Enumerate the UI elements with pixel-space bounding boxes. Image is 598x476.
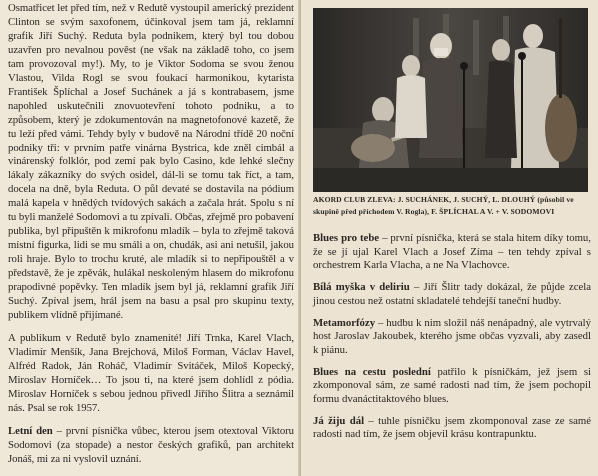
song-text: patřilo k písničkám, jež jsem si zkomponoval sám, ze samé radosti nad tím, že jsem pochopil formu dvanáctitaktového blues. [313,365,591,406]
caption-part-2: působil ve skupině před příchodem V. Rogla [313,195,574,216]
song-note [313,281,591,308]
intro-paragraph: Osmatřicet let před tím, než v Redutě vystoupil americký prezident Clinton se svým saxofonem, účinkoval jsem tam já, reklamní grafik Jiří Suchý. Reduta byla podnikem, který byl tou dobou uzavřen pro nevalnou pověst (ne však na základě toho, co jsem tam provozoval my!). My, to je Viktor Sodoma se svou ženou Vlastou, Vilda Rogl se svou foukací harmonikou, kytarista František Šplíchal a Josef Suchánek a já s kontrabasem, jsme napohled uskutečnili znovuotevření tohoto podniku, a to způsobem, který je zdokumentován na magnetofonové kazetě, že tu leží před vámi. Tehdy byly v budově na Národní třídě 20 noční podniky tři: v prvním patře vinárna Bystrica, kde zněl cimbál a vinárenský folklór, pod zemí pak bylo Casino, kde lehké slečny lákaly zákazníky do svých osidel, dál-li se tomu tak říct, a tam, docela na dně, byla Reduta. O půl devaté se dostavila na pódium malá kapela v hnědých tvídových sakách a začala hrát. Spolu s ní tu byli manželé Sodomovi a tu zpívali. Občas, zřejmě pro pobavení publika, byl připuštěn k mikrofonu mladík – byla to zřejmě taková místní figurka, lidi se mu smáli a on, chudák, asi ani netušil, jakou roli hraje. Bylo to trochu kruté, ale mladík si to nepřipouštěl a v představě, že je zpěvák, hulákal neskoleným hlasem do mikrofonu prapodivné popěvky. Ten mladík jsem byl já, reklamní grafik Jiří Suchý. Zpíval jsem, hrál jsem na basu a psal pro skupinu texty, publikem vlídně přijímané. [8,2,294,321]
song-text: – Jiří Šlitr tady dokázal, že půjde zcela jinou cestou než ostatní skladatelé tehdejší taneční hudby. [313,281,591,307]
right-page [301,0,598,476]
song-title: Blues na cestu poslední [313,365,431,378]
song-title: Blues pro tebe [313,232,380,244]
song-text: – hudbu k nim složil náš nenápadný, ale vytrvalý host Jaroslav Jakoubek, kterého jsme občas vyzvali, aby zasedl k piánu. [313,316,591,356]
caption-part-3: ), F. ŠPLÍCHAL A V. + V. SODOMOVI [424,207,555,216]
song-note [313,415,591,442]
song-note [313,232,591,273]
left-text-column [8,2,294,467]
song-text: – první písnička, která se stala hitem díky tomu, že se jí ujal Karel Vlach a Josef Zíma – ten tehdy zpíval s orchestrem Karla Vlacha, a ne Na Vlachovce. [313,232,591,272]
photo-caption [313,194,589,218]
song-note [313,317,591,358]
letni-den-paragraph [8,425,294,467]
song-title-letni-den: Letní den [8,424,53,437]
band-photo [313,8,588,192]
song-title: Bílá myška v deliriu [313,281,410,294]
letni-den-text: – první písnička vůbec, kterou jsem otextoval Viktoru Sodomovi (za stopade) a nestor českých grafiků, pan architekt Jonáš, mi za ni vyslovil uznání. [8,424,294,465]
song-title: Já žiju dál [313,414,365,427]
song-title: Metamorfózy [313,316,376,329]
caption-part-1: AKORD CLUB ZLEVA: J. SUCHÁNEK, J. SUCHÝ, L. DLOUHÝ ( [313,195,540,204]
song-note [313,366,591,407]
audience-paragraph: A publikum v Redutě bylo znamenité! Jiří Trnka, Karel Vlach, Vladimír Menšík, Jana Brejchová, Miloš Forman, Václav Havel, Alfréd Radok, Ján Roháč, Vladimír Svitáček, Miloš Kopecký, Miroslav Horníček… To jsou ti, na které jsem dohlídl z pódia. Miroslav Horníček s sebou jednou přivedl Jiřího Šlitra a seznámil nás. Psal se rok 1957. [8,331,294,414]
song-text: – tuhle písničku jsem zkomponoval zase ze samé radosti nad tím, že jsem objevil krásu kontrapunktu. [313,414,591,441]
song-notes [313,232,591,450]
